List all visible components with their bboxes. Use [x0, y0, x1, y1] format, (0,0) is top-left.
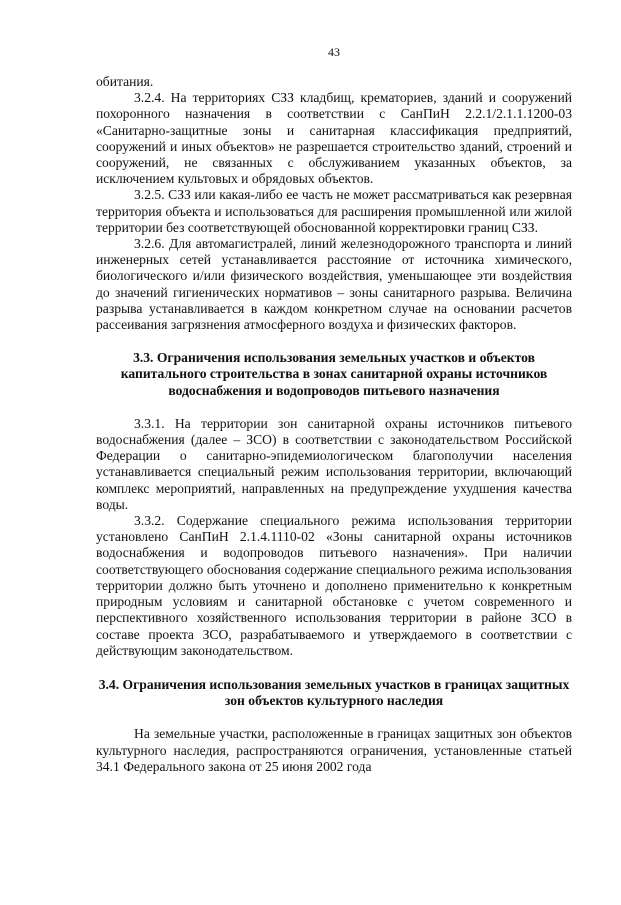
- page-content: [96, 74, 572, 775]
- paragraph-3-2-4: 3.2.4. На территориях СЗЗ кладбищ, крематориев, зданий и сооружений похоронного назначения в соответствии с СанПиН 2.2.1/2.1.1.1200-03 «Санитарно-защитные зоны и санитарная классификация предприятий, сооружений и иных объектов» не разрешается строительство зданий, строений и сооружений, не связанных с обслуживанием указанных объектов, за исключением культовых и обрядовых объектов.: [96, 90, 572, 187]
- page-number: 43: [328, 45, 340, 59]
- paragraph-3-2-6: 3.2.6. Для автомагистралей, линий железнодорожного транспорта и линий инженерных сетей устанавливается расстояние от источника химического, биологического и/или физического воздействия, уменьшающее эти воздействия до значений гигиенических нормативов – зоны санитарного разрыва. Величина разрыва устанавливается в каждом конкретном случае на основании расчетов рассеивания загрязнения атмосферного воздуха и физических факторов.: [96, 236, 572, 333]
- paragraph-3-3-1: 3.3.1. На территории зон санитарной охраны источников питьевого водоснабжения (далее – ЗСО) в соответствии с законодательством Российской Федерации о санитарно-эпидемиологическом благополучии населения устанавливается специальный режим использования территории, включающий комплекс мероприятий, направленных на предупреждение ухудшения качества воды.: [96, 415, 572, 512]
- heading-section-3-3: 3.3. Ограничения использования земельных участков и объектов капитального строительства в зонах санитарной охраны источников водоснабжения и водопроводов питьевого назначения: [120, 350, 548, 398]
- paragraph-continuation: обитания.: [96, 74, 154, 89]
- paragraph-3-3-2: 3.3.2. Содержание специального режима использования территории установлено СанПиН 2.1.4.1110-02 «Зоны санитарной охраны источников водоснабжения и водопроводов питьевого назначения». При наличии соответствующего обоснования содержание специального режима использования территории должно быть уточнено и дополнено применительно к конкретным природным условиям и санитарной обстановке с учетом современного и перспективного хозяйственного использования территории в районе ЗСО в составе проекта ЗСО, разрабатываемого и утверждаемого в соответствии с действующим законодательством.: [96, 513, 572, 658]
- paragraph-3-4-intro: На земельные участки, расположенные в границах защитных зон объектов культурного наследия, распространяются ограничения, установленные статьей 34.1 Федерального закона от 25 июня 2002 года: [96, 726, 572, 774]
- heading-section-3-4: 3.4. Ограничения использования земельных участков в границах защитных зон объектов культурного наследия: [98, 676, 570, 709]
- paragraph-3-2-5: 3.2.5. СЗЗ или какая-либо ее часть не может рассматриваться как резервная территория объекта и использоваться для расширения промышленной или жилой территории без соответствующей обоснованной корректировки границ СЗЗ.: [96, 187, 572, 235]
